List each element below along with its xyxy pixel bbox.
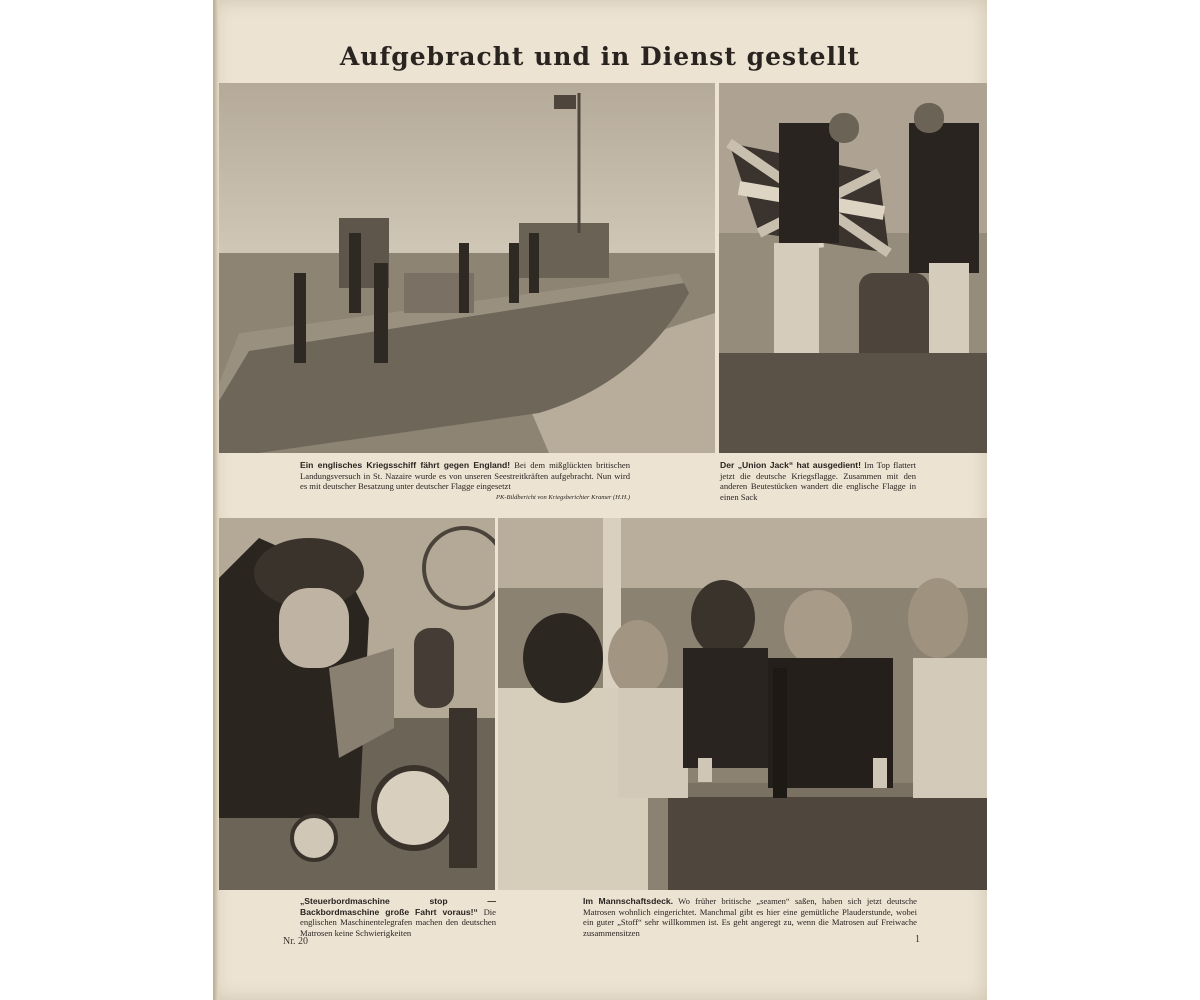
engine-telegraph-image	[219, 518, 495, 890]
caption-warship	[300, 460, 630, 503]
photo-engine-telegraph	[219, 518, 495, 890]
issue-number: Nr. 20	[283, 936, 308, 947]
caption-crew-deck	[583, 896, 917, 938]
crew-deck-image	[498, 518, 987, 890]
caption-crew-deck-text: Wo früher britische „seamen“ saßen, haben sich jetzt deutsche Matrosen wohnlich eingerichtet. Manchmal gibt es hier eine gemütliche Plauderstunde, wobei ein guter „Stoff“ sehr willkommen ist. Es geht angeregt zu, wenn die Matrosen auf Freiwache zusammensitzen	[583, 896, 917, 938]
page-number: 1	[915, 934, 920, 945]
caption-engine-telegraph-text: Die englischen Maschinentelegrafen machen den deutschen Matrosen keine Schwierigkeiten	[300, 906, 496, 938]
magazine-page	[213, 0, 987, 1000]
photo-warship	[219, 83, 715, 453]
caption-engine-telegraph-lead: „Steuerbordmaschine stop — Backbordmaschine große Fahrt voraus!“	[300, 896, 496, 917]
warship-image	[219, 83, 715, 453]
photo-credit: PK-Bildbericht von Kriegsberichter Kramer (H.H.)	[496, 493, 630, 501]
caption-union-jack-text: Im Top flattert jetzt die deutsche Kriegsflagge. Zusammen mit den anderen Beutestücken wandert die englische Flagge in einen Sack	[720, 460, 916, 502]
page-headline: Aufgebracht und in Dienst gestellt	[339, 42, 861, 71]
photo-union-jack	[719, 83, 987, 453]
union-jack-image	[719, 83, 987, 453]
caption-union-jack	[720, 460, 916, 502]
caption-engine-telegraph	[300, 896, 496, 938]
caption-crew-deck-lead: Im Mannschaftsdeck.	[583, 896, 674, 906]
caption-warship-text: Bei dem mißglückten britischen Landungsversuch in St. Nazaire wurde es von unseren Seestreitkräften aufgebracht. Nun wird es mit deutscher Besatzung unter deutscher Flagge eingesetzt	[300, 460, 630, 492]
photo-crew-deck	[498, 518, 987, 890]
caption-warship-lead: Ein englisches Kriegsschiff fährt gegen England!	[300, 460, 511, 470]
caption-union-jack-lead: Der „Union Jack“ hat ausgedient!	[720, 460, 862, 470]
